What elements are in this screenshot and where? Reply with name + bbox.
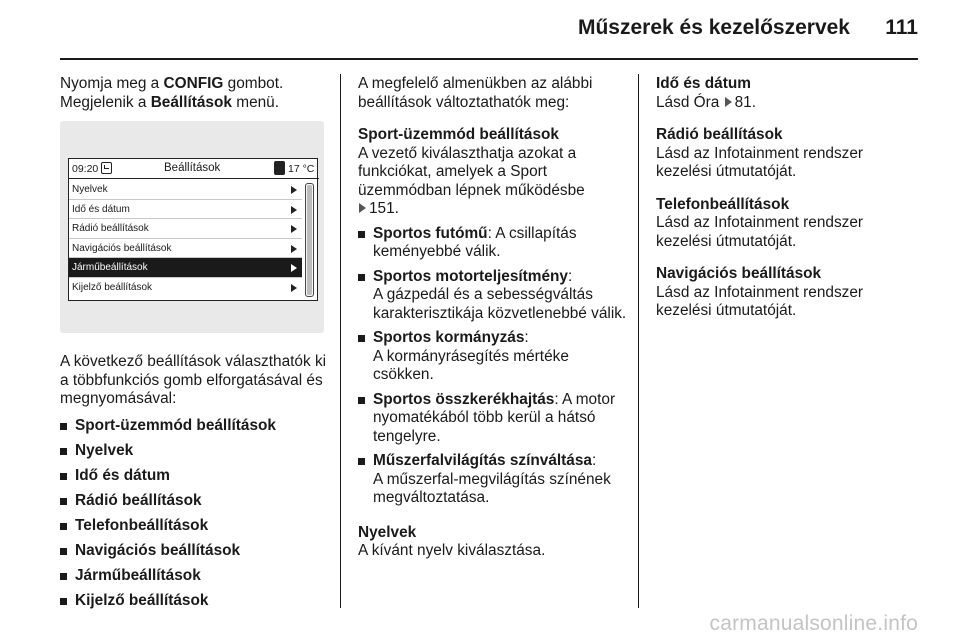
list-item: Rádió beállítások bbox=[60, 492, 335, 511]
column-2 bbox=[358, 75, 630, 561]
page-reference-icon bbox=[725, 97, 732, 107]
page-header bbox=[0, 0, 960, 60]
chevron-right-icon bbox=[291, 264, 297, 272]
sport-mode-heading: Sport-üzemmód beállítások bbox=[358, 126, 559, 143]
chevron-right-icon bbox=[291, 284, 297, 292]
page-number: 111 bbox=[885, 16, 918, 39]
screen-menu-item: Nyelvek bbox=[69, 180, 302, 200]
settings-screen-figure bbox=[60, 121, 324, 333]
chevron-right-icon bbox=[291, 206, 297, 214]
chevron-right-icon bbox=[291, 225, 297, 233]
chevron-right-icon bbox=[291, 186, 297, 194]
screen-menu-list bbox=[69, 180, 302, 297]
screen-menu-item: Rádió beállítások bbox=[69, 219, 302, 239]
list-item: Sportos futómű: A csillapítás keményebbé válik. bbox=[358, 225, 630, 262]
scrollbar-thumb bbox=[307, 185, 312, 295]
screen-status-bar bbox=[69, 159, 319, 179]
screen-menu-item: Idő és dátum bbox=[69, 200, 302, 220]
submenu-intro: A megfelelő almenükben az alábbi beállítások változtathatók meg: bbox=[358, 75, 593, 111]
screen-scrollbar bbox=[305, 183, 314, 297]
settings-menu-label: Beállítások bbox=[150, 93, 232, 111]
header-rule bbox=[60, 58, 918, 60]
sport-options-list bbox=[358, 225, 630, 508]
config-button-label: CONFIG bbox=[163, 75, 224, 92]
column-divider-1 bbox=[340, 74, 341, 608]
list-item: Sportos motorteljesítmény: A gázpedál és a sebességváltás karakterisztikája közvetlenebbé válik. bbox=[358, 268, 630, 324]
page-reference-icon bbox=[359, 203, 366, 213]
radio-settings-heading: Rádió beállítások bbox=[656, 126, 783, 143]
list-item: Telefonbeállítások bbox=[60, 517, 335, 536]
navigation-settings-text: Lásd az Infotainment rendszer kezelési útmutatóját. bbox=[656, 283, 864, 319]
screen-title: Beállítások bbox=[164, 162, 221, 174]
phone-settings-text: Lásd az Infotainment rendszer kezelési útmutatóját. bbox=[656, 214, 864, 250]
radio-settings-text: Lásd az Infotainment rendszer kezelési útmutatóját. bbox=[656, 144, 864, 180]
list-item: Műszerfalvilágítás színváltása: A műszerfal-megvilágítás színének megváltoztatása. bbox=[358, 452, 630, 508]
list-item: Sport-üzemmód beállítások bbox=[60, 417, 335, 436]
column-3 bbox=[656, 75, 918, 335]
section-title: Műszerek és kezelőszervek bbox=[577, 16, 850, 39]
list-item: Sportos kormányzás: A kormányrásegítés mértéke csökken. bbox=[358, 329, 630, 385]
settings-bullet-list bbox=[60, 417, 335, 611]
navigation-settings-heading: Navigációs beállítások bbox=[656, 265, 822, 282]
time-date-heading: Idő és dátum bbox=[656, 75, 751, 92]
time-date-text: Lásd Óra 81. bbox=[656, 93, 756, 111]
clock-icon bbox=[101, 162, 112, 174]
languages-heading: Nyelvek bbox=[358, 523, 417, 541]
screen-time: 09:20 bbox=[72, 163, 99, 175]
phone-settings-heading: Telefonbeállítások bbox=[656, 195, 790, 213]
list-item: Navigációs beállítások bbox=[60, 542, 335, 561]
languages-text: A kívánt nyelv kiválasztása. bbox=[358, 542, 546, 559]
screen-menu-item-selected: Járműbeállítások bbox=[69, 258, 302, 278]
list-item: Idő és dátum bbox=[60, 467, 335, 486]
sport-mode-text: A vezető kiválaszthatja azokat a funkciókat, amelyek a Sport üzemmódban lépnek működésbe 151. bbox=[358, 144, 585, 217]
thermometer-icon bbox=[274, 161, 285, 175]
screen-menu-item: Navigációs beállítások bbox=[69, 239, 302, 259]
screen-menu-item: Kijelző beállítások bbox=[69, 278, 302, 298]
list-item: Kijelző beállítások bbox=[60, 592, 335, 611]
display-screen bbox=[68, 158, 318, 301]
intro-paragraph: Nyomja meg a CONFIG gombot. Megjelenik a Beállítások menü. bbox=[60, 75, 284, 111]
column-divider-2 bbox=[638, 74, 639, 608]
options-intro: A következő beállítások választhatók ki a többfunkciós gomb elforgatásával és megnyomásával: bbox=[60, 353, 327, 407]
list-item: Nyelvek bbox=[60, 442, 335, 461]
watermark: carmanualsonline.info bbox=[709, 612, 918, 635]
list-item: Járműbeállítások bbox=[60, 567, 335, 586]
chevron-right-icon bbox=[291, 245, 297, 253]
list-item: Sportos összkerékhajtás: A motor nyomatékából több kerül a hátsó tengelyre. bbox=[358, 391, 630, 447]
screen-temperature: 17 °C bbox=[288, 163, 315, 175]
